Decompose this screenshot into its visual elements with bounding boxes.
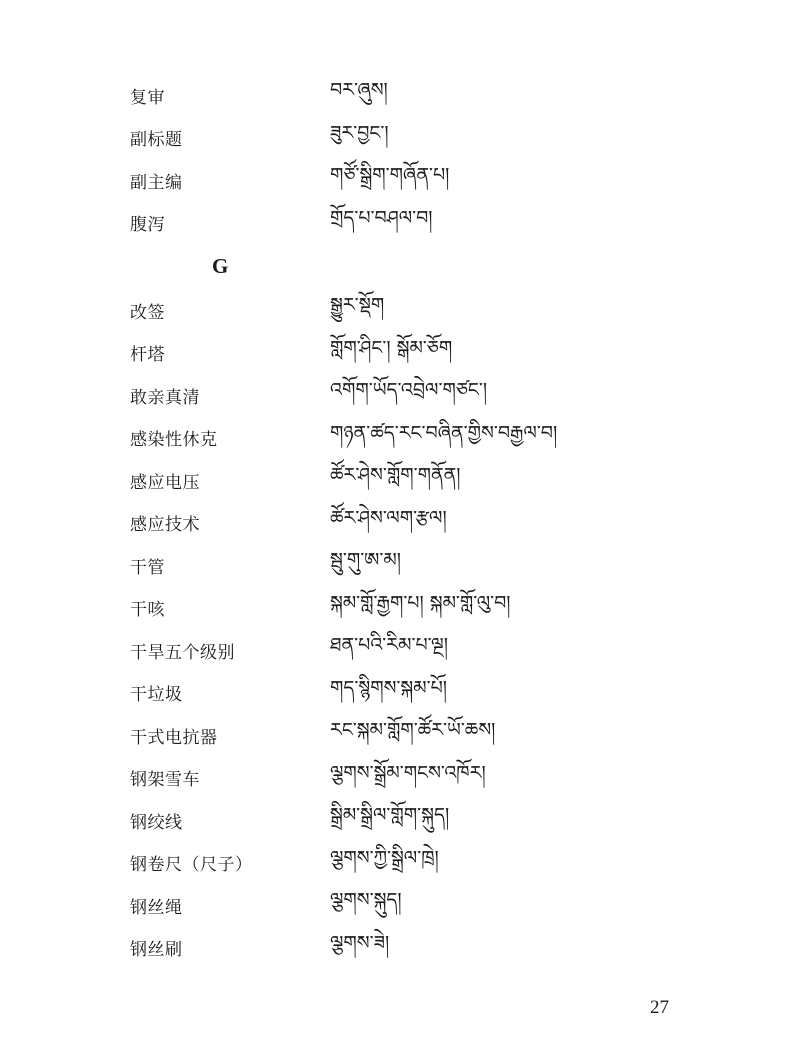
tibetan-term: འགོག་ཡོད་འབྲེལ་གཙང་། [330,379,488,402]
tibetan-term: བར་ཞུས། [330,79,388,102]
section-letter: G [212,254,229,278]
tibetan-term: སྐམ་གློ་རྒྱག་པ། སྐམ་གློ་ལུ་བ། [330,591,511,614]
tibetan-term: སྦུ་གུ་ཨ་མ། [330,549,401,572]
chinese-term: 杆塔 [130,345,165,366]
tibetan-term: ཟུར་བྱང་། [330,121,389,144]
entry-row [130,927,690,970]
entry-row [130,202,690,245]
tibetan-term: ལྕགས་ཀྱི་སྒྲིལ་ཁྲེ། [330,846,439,869]
chinese-term: 敢亲真清 [130,387,200,408]
chinese-term: 副标题 [130,130,183,151]
tibetan-term: གཙོ་སྒྲིག་གཞོན་པ། [330,164,450,187]
chinese-term: 感染性休克 [130,430,218,451]
tibetan-term: རང་སྐམ་གློག་ཚོར་ཡོ་ཆས། [330,719,496,742]
chinese-term: 钢丝刷 [130,940,183,961]
chinese-term: 干垃圾 [130,685,183,706]
chinese-term: 副主编 [130,172,183,193]
tibetan-term: གློག་ཤིང་། སྒོམ་ཅོག [330,336,453,359]
tibetan-term: ལྕགས་སྒྲོམ་གངས་འཁོར། [330,761,486,784]
chinese-term: 复审 [130,87,165,108]
chinese-term: 改签 [130,302,165,323]
chinese-term: 干咳 [130,600,165,621]
tibetan-term: ཚོར་ཤེས་ལག་རྩལ། [330,506,447,529]
chinese-term: 钢架雪车 [130,770,200,791]
tibetan-term: གཉན་ཚད་རང་བཞིན་གྱིས་བརྒྱལ་བ། [330,421,558,444]
tibetan-term: སྒྲིམ་སྒྲིལ་གློག་སྐུད། [330,804,450,827]
chinese-term: 干管 [130,557,165,578]
chinese-term: 感应电压 [130,472,200,493]
chinese-term: 钢绞线 [130,812,183,833]
chinese-term: 钢丝绳 [130,897,183,918]
chinese-term: 腹泻 [130,215,165,236]
chinese-term: 钢卷尺（尺子） [130,855,253,876]
tibetan-term: ཐན་པའི་རིམ་པ་ལྔ། [330,634,448,657]
tibetan-term: གྲོད་པ་བཤལ་བ། [330,206,433,229]
tibetan-term: ལྕགས་ཟེ། [330,931,390,954]
section-heading-row [130,244,690,289]
chinese-term: 干式电抗器 [130,727,218,748]
page-number: 27 [650,997,669,1018]
tibetan-term: གད་སྙིགས་སྐམ་པོ། [330,676,447,699]
chinese-term: 感应技术 [130,515,200,536]
chinese-term: 干旱五个级别 [130,642,235,663]
entry-list [130,74,690,969]
tibetan-term: ཚོར་ཤེས་གློག་གནོན། [330,464,461,487]
tibetan-term: སྒྱུར་སྡོག [330,294,385,317]
tibetan-term: ལྕགས་སྐུད། [330,889,402,912]
